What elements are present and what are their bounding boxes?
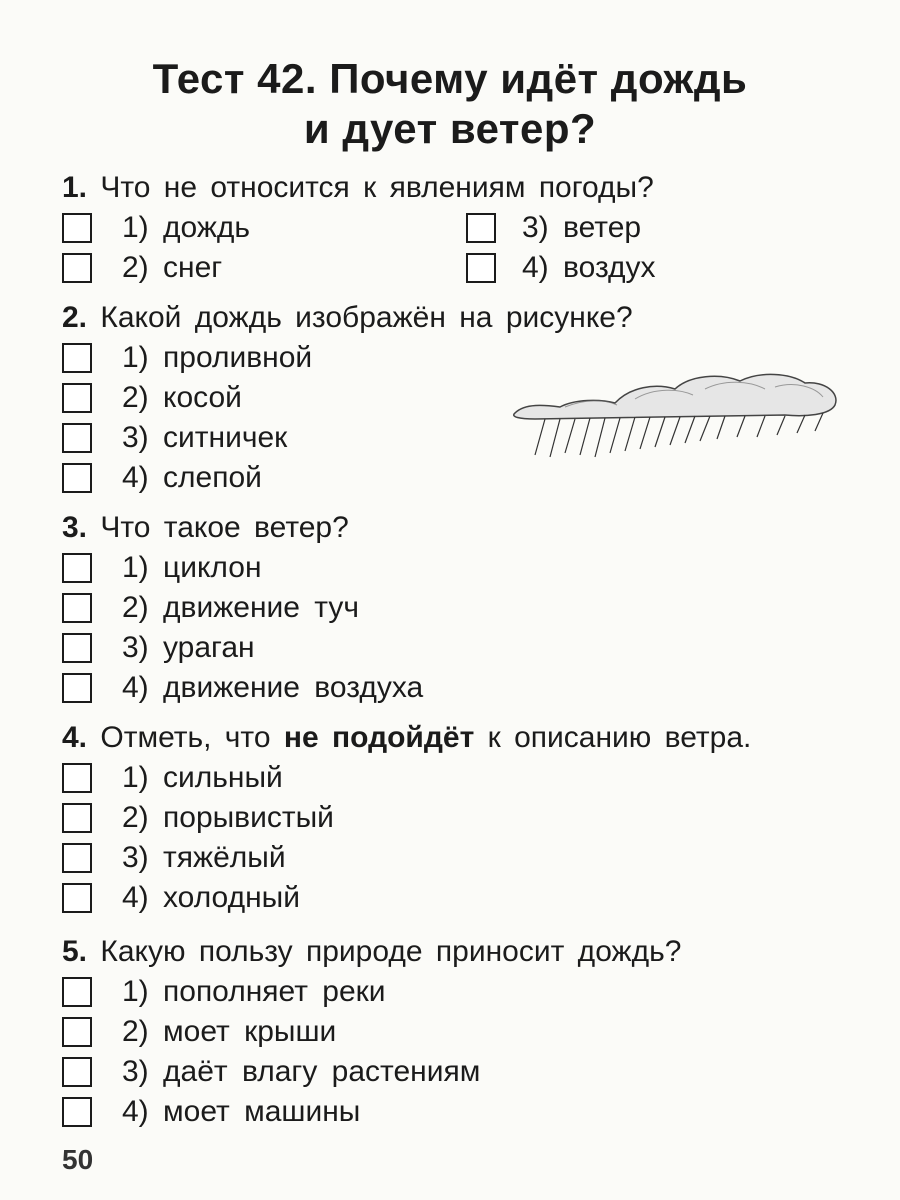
answer-option-q5-1: 1) пополняет реки <box>122 975 386 1008</box>
answer-checkbox-q3-3[interactable] <box>62 633 92 663</box>
question-text: Что такое ветер? <box>100 511 349 544</box>
answer-option-q1-4: 4) воздух <box>522 251 656 284</box>
answer-option-q1-1: 1) дождь <box>122 211 251 244</box>
question-2 <box>62 300 633 336</box>
rain-cloud-illustration <box>505 365 845 465</box>
question-1 <box>62 170 654 206</box>
question-number: 1. <box>62 171 88 204</box>
answer-option-q3-3: 3) ураган <box>122 631 255 664</box>
answer-option-q2-1: 1) проливной <box>122 341 313 374</box>
question-text: Отметь, что <box>100 721 271 754</box>
test-title-line2: и дует ветер? <box>303 105 597 152</box>
answer-checkbox-q3-4[interactable] <box>62 673 92 703</box>
answer-checkbox-q1-2[interactable] <box>62 253 92 283</box>
answer-option-q2-2: 2) косой <box>122 381 242 414</box>
question-text: Какую пользу природе приносит дождь? <box>100 935 682 968</box>
answer-checkbox-q5-1[interactable] <box>62 977 92 1007</box>
question-3 <box>62 510 349 546</box>
answer-checkbox-q1-4[interactable] <box>466 253 496 283</box>
question-number: 5. <box>62 935 88 968</box>
answer-checkbox-q1-1[interactable] <box>62 213 92 243</box>
answer-checkbox-q3-2[interactable] <box>62 593 92 623</box>
answer-checkbox-q4-3[interactable] <box>62 843 92 873</box>
question-5 <box>62 934 681 970</box>
answer-option-q4-1: 1) сильный <box>122 761 283 794</box>
answer-option-q4-3: 3) тяжёлый <box>122 841 286 874</box>
question-text-end: к описанию ветра. <box>487 721 752 754</box>
answer-option-q5-2: 2) моет крыши <box>122 1015 337 1048</box>
question-text: Что не относится к явлениям погоды? <box>100 171 654 204</box>
question-number: 4. <box>62 721 88 754</box>
answer-option-q4-4: 4) холодный <box>122 881 300 914</box>
answer-checkbox-q5-4[interactable] <box>62 1097 92 1127</box>
test-title: Тест 42. Почему идёт дождь <box>152 55 748 102</box>
answer-checkbox-q5-2[interactable] <box>62 1017 92 1047</box>
answer-checkbox-q2-2[interactable] <box>62 383 92 413</box>
answer-option-q4-2: 2) порывистый <box>122 801 334 834</box>
answer-option-q5-3: 3) даёт влагу растениям <box>122 1055 481 1088</box>
page-number: 50 <box>62 1144 94 1175</box>
question-text-emphasis: не подойдёт <box>283 721 475 754</box>
answer-checkbox-q1-3[interactable] <box>466 213 496 243</box>
answer-option-q2-4: 4) слепой <box>122 461 262 494</box>
answer-option-q2-3: 3) ситничек <box>122 421 288 454</box>
answer-checkbox-q5-3[interactable] <box>62 1057 92 1087</box>
answer-option-q3-1: 1) циклон <box>122 551 262 584</box>
answer-option-q1-2: 2) снег <box>122 251 223 284</box>
answer-checkbox-q2-4[interactable] <box>62 463 92 493</box>
answer-option-q1-3: 3) ветер <box>522 211 642 244</box>
answer-checkbox-q4-2[interactable] <box>62 803 92 833</box>
answer-checkbox-q4-1[interactable] <box>62 763 92 793</box>
question-number: 3. <box>62 511 88 544</box>
question-4 <box>62 720 751 756</box>
question-number: 2. <box>62 301 88 334</box>
answer-checkbox-q3-1[interactable] <box>62 553 92 583</box>
answer-option-q5-4: 4) моет машины <box>122 1095 361 1128</box>
answer-checkbox-q2-1[interactable] <box>62 343 92 373</box>
answer-checkbox-q2-3[interactable] <box>62 423 92 453</box>
question-text: Какой дождь изображён на рисунке? <box>100 301 633 334</box>
answer-option-q3-2: 2) движение туч <box>122 591 360 624</box>
answer-option-q3-4: 4) движение воздуха <box>122 671 424 704</box>
answer-checkbox-q4-4[interactable] <box>62 883 92 913</box>
